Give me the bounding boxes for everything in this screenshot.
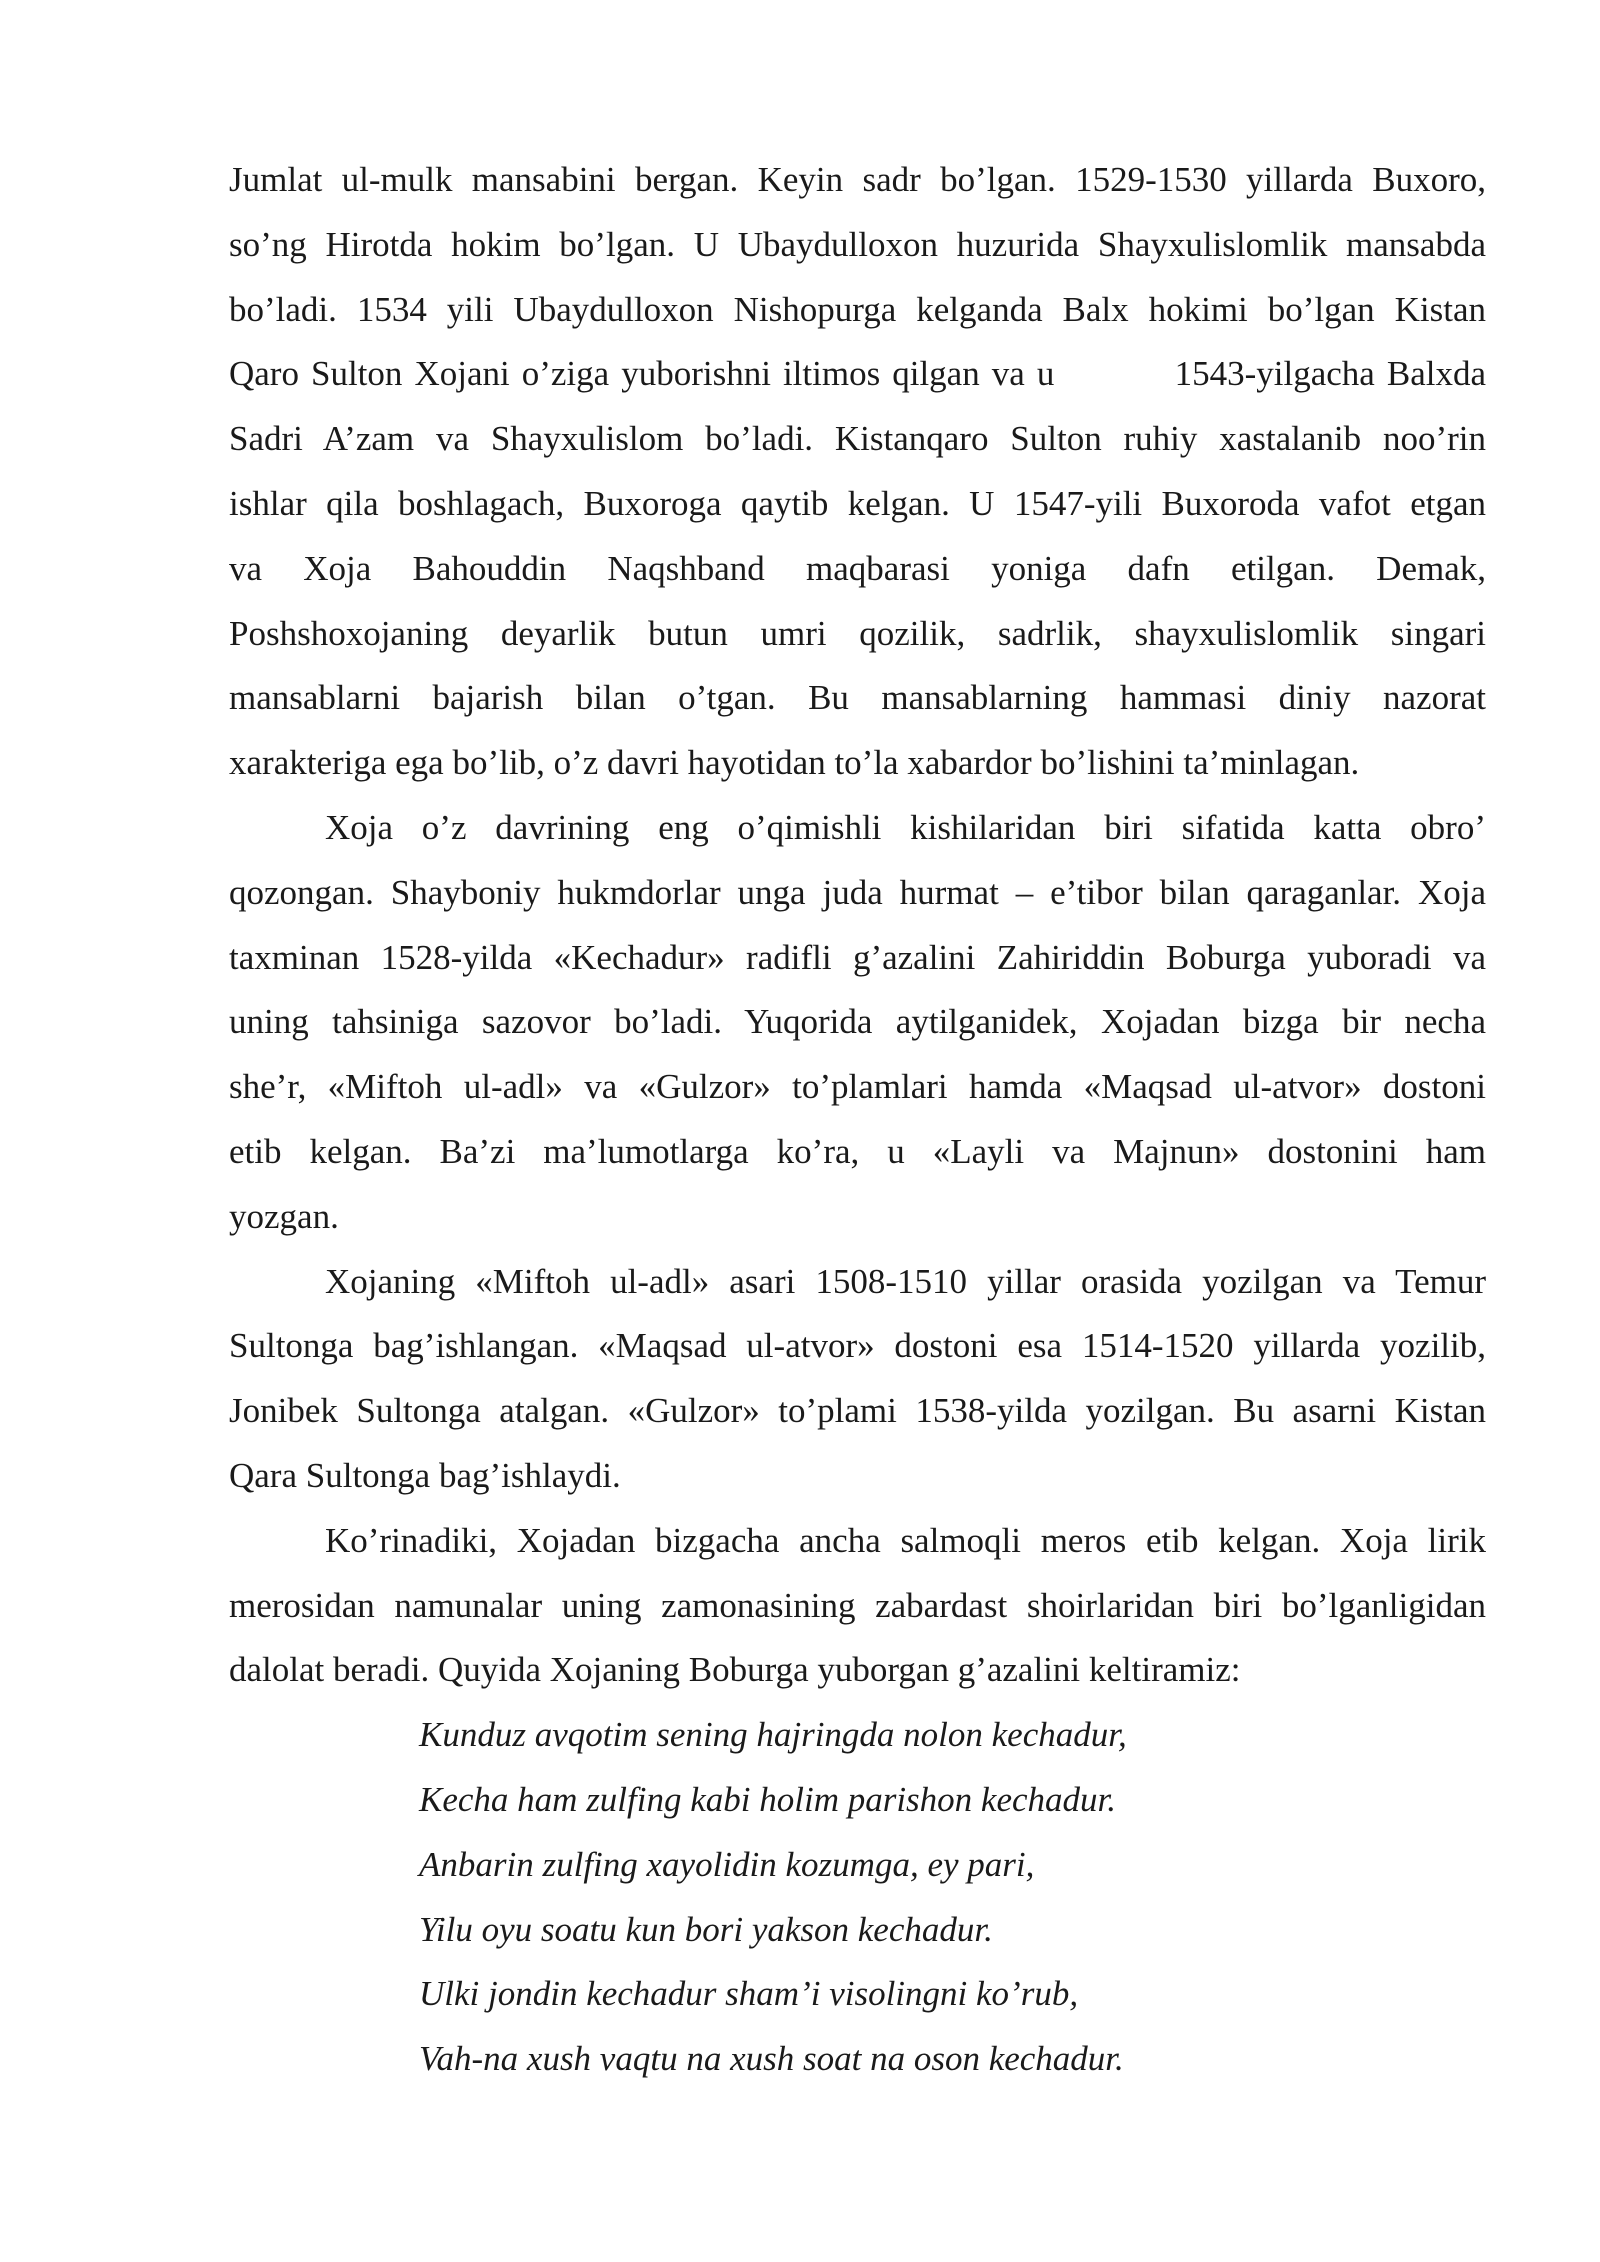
text-line: uning tahsiniga sazovor bo’ladi. Yuqorida aytilganidek, Xojadan bizga bir necha — [229, 1002, 1486, 1042]
text-line: Sadri A’zam va Shayxulislom bo’ladi. Kistanqaro Sulton ruhiy xastalanib noo’rin — [229, 419, 1486, 459]
text-line: etib kelgan. Ba’zi ma’lumotlarga ko’ra, u «Layli va Majnun» dostonini ham — [229, 1131, 1486, 1171]
text-line-content: Qaro Sulton Xojani o’ziga yuborishni iltimos qilgan va u 1543-yilgacha Balxda — [229, 354, 1486, 394]
text-line: va Xoja Bahouddin Naqshband maqbarasi yoniga dafn etilgan. Demak, — [229, 548, 1486, 588]
text-line: bo’ladi. 1534 yili Ubaydulloxon Nishopurga kelganda Balx hokimi bo’lgan Kistan — [229, 289, 1486, 329]
verse-block — [229, 1703, 1486, 2092]
text-line: Ko’rinadiki, Xojadan bizgacha ancha salmoqli meros etib kelgan. Xoja lirik — [325, 1520, 1486, 1560]
text-line: Poshshoxojaning deyarlik butun umri qozilik, sadrlik, shayxulislomlik singari — [229, 613, 1486, 653]
text-line: mansablarni bajarish bilan o’tgan. Bu mansablarning hammasi diniy nazorat — [229, 678, 1486, 718]
text-line: taxminan 1528-yilda «Kechadur» radifli g’azalini Zahiriddin Boburga yuboradi va — [229, 937, 1486, 977]
text-line: Xoja o’z davrining eng o’qimishli kishilaridan biri sifatida katta obro’ — [325, 807, 1486, 847]
text-line: yozgan. — [229, 1196, 339, 1236]
text-line: dalolat beradi. Quyida Xojaning Boburga yuborgan g’azalini keltiramiz: — [229, 1650, 1241, 1690]
text-line: xarakteriga ega bo’lib, o’z davri hayotidan to’la xabardor bo’lishini ta’minlagan. — [229, 743, 1360, 783]
verse-line: Kecha ham zulfing kabi holim parishon kechadur. — [419, 1779, 1117, 1819]
text-line: merosidan namunalar uning zamonasining zabardast shoirlaridan biri bo’lganligidan — [229, 1585, 1486, 1625]
paragraph-1 — [229, 148, 1486, 796]
text-line: Jonibek Sultonga atalgan. «Gulzor» to’plami 1538-yilda yozilgan. Bu asarni Kistan — [229, 1391, 1486, 1431]
paragraph-2 — [229, 796, 1486, 1250]
verse-line: Vah-na xush vaqtu na xush soat na oson kechadur. — [419, 2039, 1124, 2079]
document-body — [229, 148, 1486, 2092]
text-line: ishlar qila boshlagach, Buxoroga qaytib kelgan. U 1547-yili Buxoroda vafot etgan — [229, 483, 1486, 523]
verse-line: Ulki jondin kechadur sham’i visolingni ko’rub, — [419, 1974, 1079, 2014]
verse-line: Anbarin zulfing xayolidin kozumga, ey pari, — [419, 1844, 1035, 1884]
text-line: Xojaning «Miftoh ul-adl» asari 1508-1510 yillar orasida yozilgan va Temur — [325, 1261, 1486, 1301]
verse-line: Kunduz avqotim sening hajringda nolon kechadur, — [419, 1715, 1127, 1755]
text-line: Qara Sultonga bag’ishlaydi. — [229, 1455, 621, 1495]
verse-line: Yilu oyu soatu kun bori yakson kechadur. — [419, 1909, 993, 1949]
paragraph-4 — [229, 1509, 1486, 1703]
text-line — [229, 342, 1486, 407]
text-line: she’r, «Miftoh ul-adl» va «Gulzor» to’plamlari hamda «Maqsad ul-atvor» dostoni — [229, 1067, 1486, 1107]
text-line: so’ng Hirotda hokim bo’lgan. U Ubaydulloxon huzurida Shayxulislomlik mansabda — [229, 224, 1486, 264]
paragraph-3 — [229, 1250, 1486, 1509]
text-line: qozongan. Shayboniy hukmdorlar unga juda hurmat – e’tibor bilan qaraganlar. Xoja — [229, 872, 1486, 912]
text-line: Jumlat ul-mulk mansabini bergan. Keyin sadr bo’lgan. 1529-1530 yillarda Buxoro, — [229, 160, 1486, 199]
text-line: Sultonga bag’ishlangan. «Maqsad ul-atvor» dostoni esa 1514-1520 yillarda yozilib, — [229, 1326, 1486, 1366]
